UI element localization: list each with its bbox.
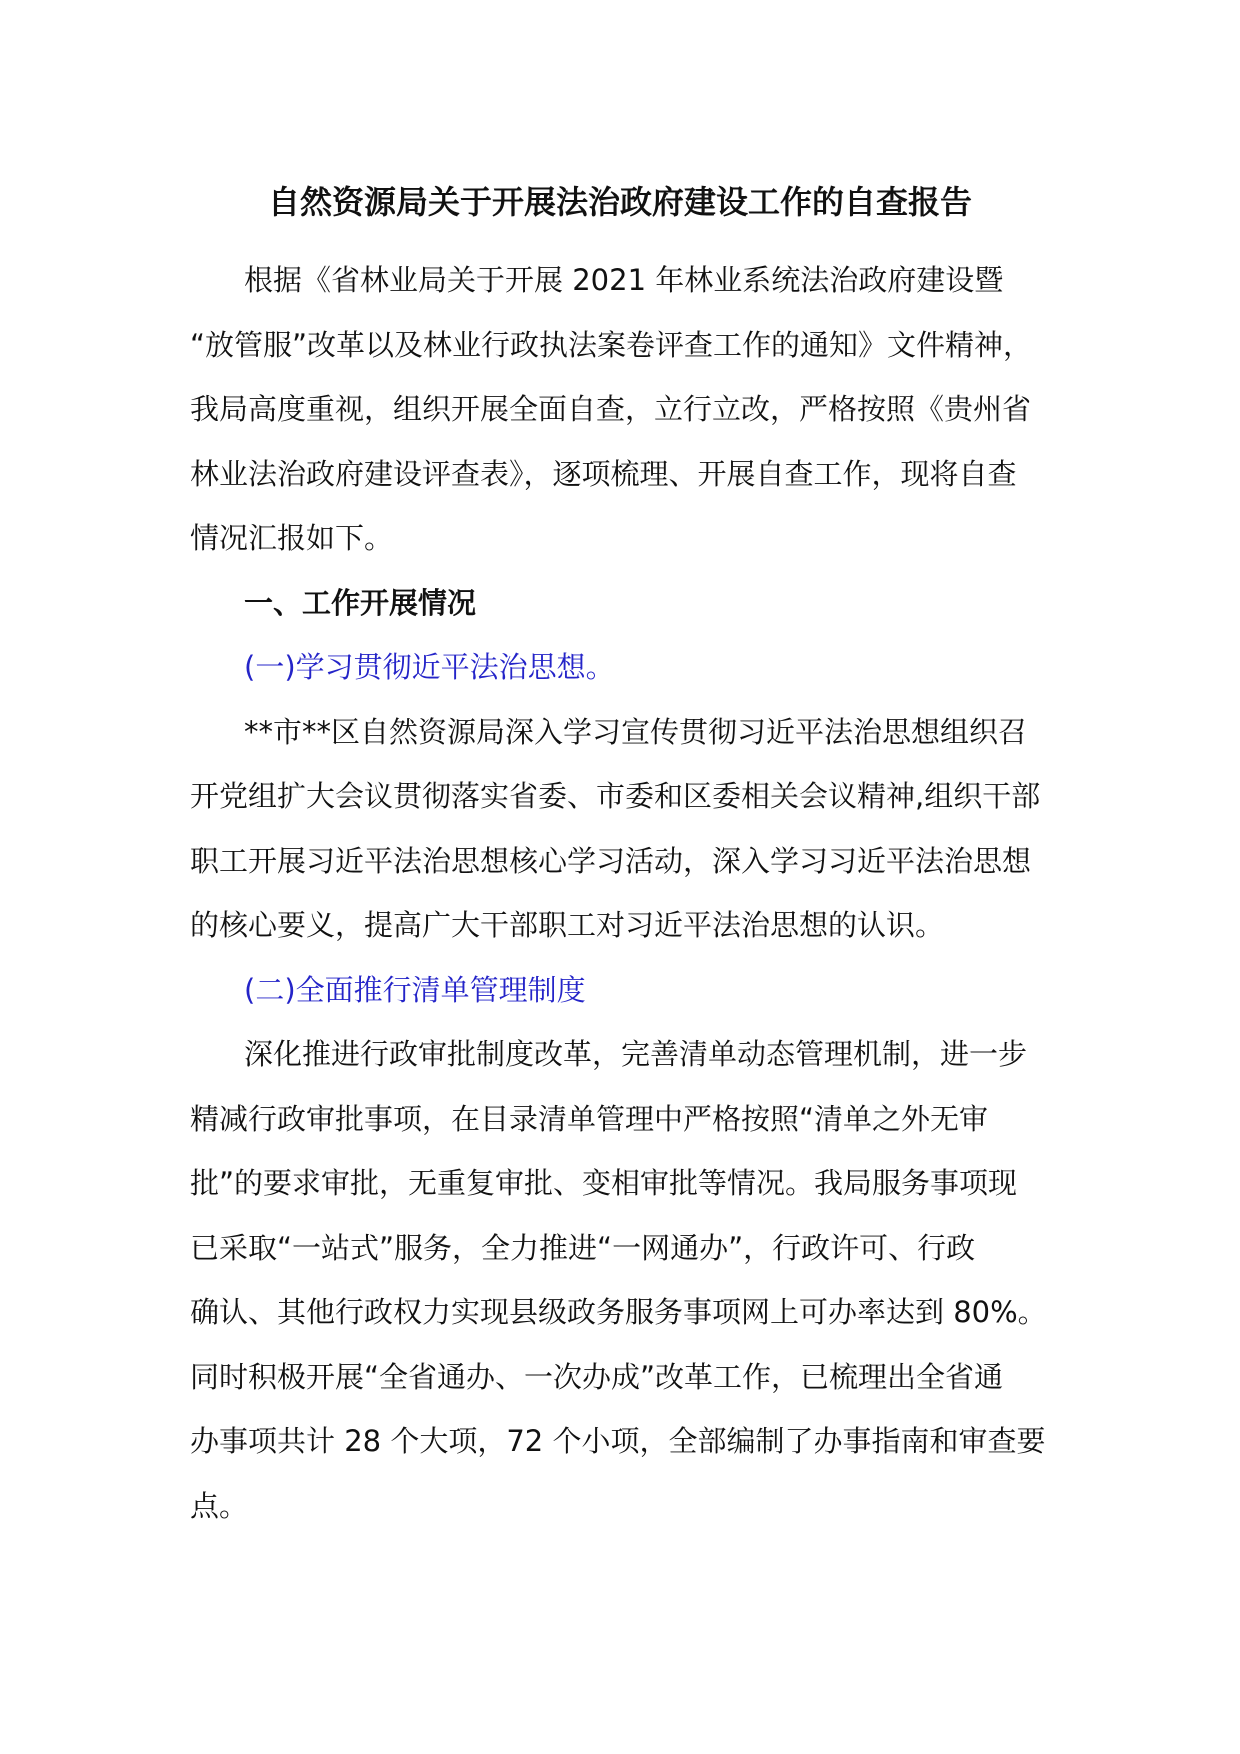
paragraph-line: 办事项共计 28 个大项，72 个小项，全部编制了办事指南和审查要 <box>190 1424 1046 1458</box>
paragraph-line: 根据《省林业局关于开展 2021 年林业系统法治政府建设暨 <box>244 263 1004 297</box>
paragraph-line: 职工开展习近平法治思想核心学习活动，深入学习习近平法治思想 <box>190 843 1032 878</box>
subsection-heading: (二)全面推行清单管理制度 <box>244 972 586 1007</box>
paragraph-line: 深化推进行政审批制度改革，完善清单动态管理机制，进一步 <box>244 1037 1028 1071</box>
document-body <box>190 248 1060 1538</box>
paragraph-line: 林业法治政府建设评查表》，逐项梳理、开展自查工作，现将自查 <box>190 456 1017 491</box>
section-heading: 一、工作开展情况 <box>244 585 477 620</box>
paragraph-line: 确认、其他行政权力实现县级政务服务事项网上可办率达到 80%。 <box>190 1295 1047 1329</box>
paragraph-line: 我局高度重视，组织开展全面自查，立行立改，严格按照《贵州省 <box>190 392 1032 426</box>
paragraph-line: 情况汇报如下。 <box>190 521 394 555</box>
paragraph-line: **市**区自然资源局深入学习宣传贯彻习近平法治思想组织召 <box>244 714 1028 749</box>
paragraph-line: 批”的要求审批，无重复审批、变相审批等情况。我局服务事项现 <box>190 1166 1018 1200</box>
paragraph-line: 已采取“一站式”服务，全力推进“一网通办”，行政许可、行政 <box>190 1230 976 1265</box>
document-title: 自然资源局关于开展法治政府建设工作的自查报告 <box>267 183 972 221</box>
paragraph-line: 的核心要义，提高广大干部职工对习近平法治思想的认识。 <box>190 908 945 942</box>
paragraph-line: 点。 <box>190 1488 249 1523</box>
subsection-heading: (一)学习贯彻近平法治思想。 <box>244 650 615 684</box>
paragraph-line: 同时积极开展“全省通办、一次办成”改革工作，已梳理出全省通 <box>190 1359 1004 1394</box>
paragraph-line: 开党组扩大会议贯彻落实省委、市委和区委相关会议精神,组织干部 <box>190 779 1041 813</box>
paragraph-line: 精减行政审批事项，在目录清单管理中严格按照“清单之外无审 <box>190 1101 989 1136</box>
paragraph-line: “放管服”改革以及林业行政执法案卷评查工作的通知》文件精神， <box>190 327 1033 362</box>
